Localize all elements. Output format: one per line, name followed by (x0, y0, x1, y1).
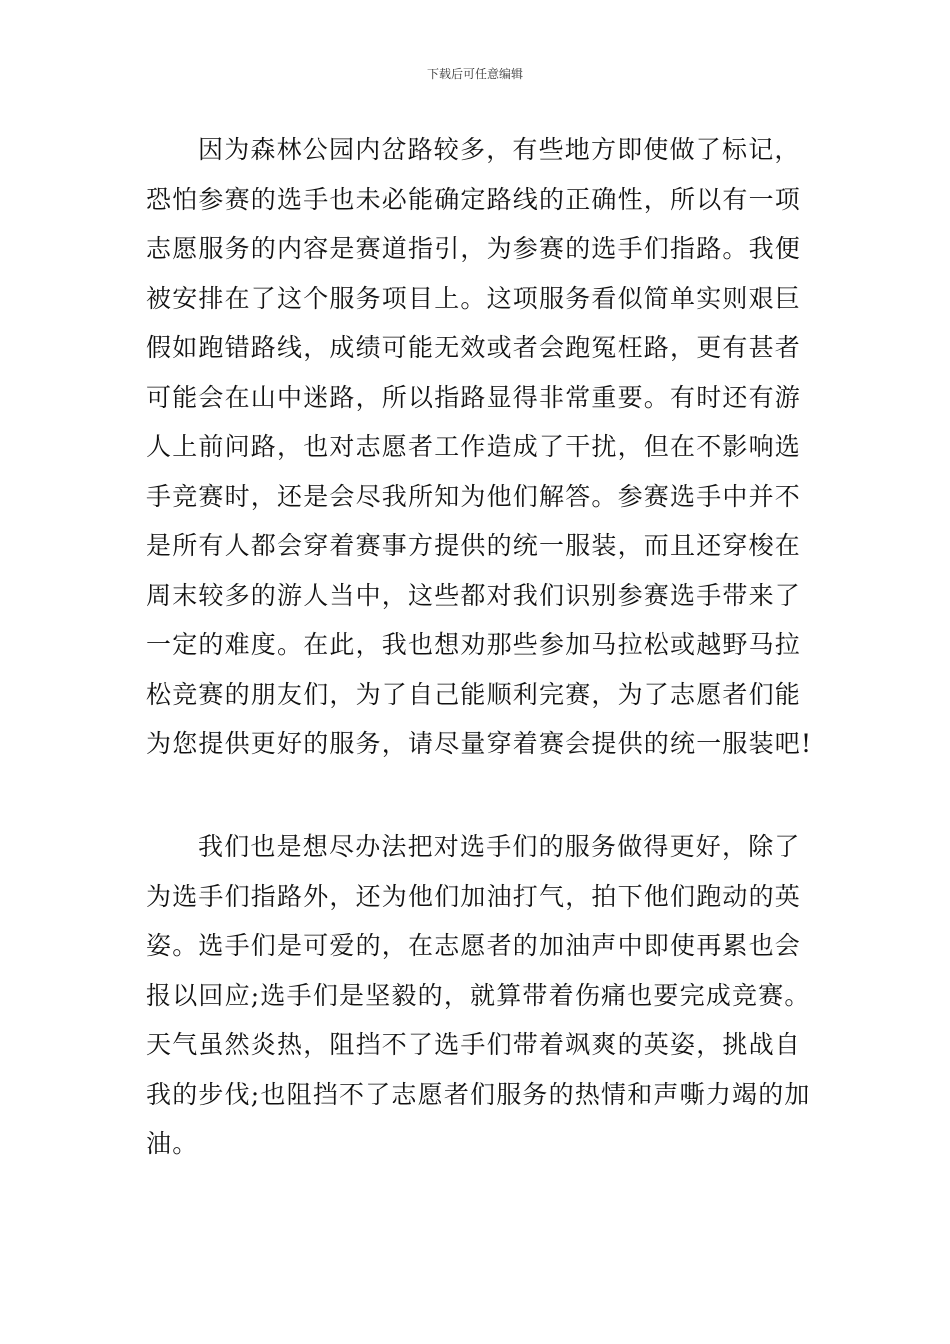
text-line: 可能会在山中迷路，所以指路显得非常重要。有时还有游 (146, 382, 802, 412)
header-note: 下载后可任意编辑 (426, 67, 523, 81)
text-line: 我们也是想尽办法把对选手们的服务做得更好，除了 (198, 832, 801, 861)
text-line: 一定的难度。在此，我也想劝那些参加马拉松或越野马拉 (146, 630, 802, 659)
text-line: 周末较多的游人当中，这些都对我们识别参赛选手带来了 (146, 580, 802, 610)
text-line: 我的步伐;也阻挡不了志愿者们服务的热情和声嘶力竭的加 (146, 1079, 811, 1109)
text-line: 手竞赛时，还是会尽我所知为他们解答。参赛选手中并不 (146, 481, 802, 511)
text-line: 天气虽然炎热，阻挡不了选手们带着飒爽的英姿，挑战自 (146, 1030, 802, 1059)
text-line: 被安排在了这个服务项目上。这项服务看似简单实则艰巨 (146, 283, 802, 313)
text-line: 松竞赛的朋友们，为了自己能顺利完赛，为了志愿者们能 (146, 679, 802, 709)
text-line: 人上前问路，也对志愿者工作造成了干扰，但在不影响选 (146, 432, 802, 461)
text-line: 因为森林公园内岔路较多，有些地方即使做了标记， (198, 135, 801, 164)
text-line: 志愿服务的内容是赛道指引，为参赛的选手们指路。我便 (146, 234, 802, 263)
text-line: 姿。选手们是可爱的，在志愿者的加油声中即使再累也会 (146, 931, 802, 960)
text-line: 油。 (146, 1129, 199, 1158)
paragraph-1 (146, 125, 813, 769)
text-line: 为您提供更好的服务，请尽量穿着赛会提供的统一服装吧! (146, 729, 813, 758)
text-line: 恐怕参赛的选手也未必能确定路线的正确性，所以有一项 (146, 184, 802, 214)
text-line: 报以回应;选手们是坚毅的，就算带着伤痛也要完成竞赛。 (146, 980, 811, 1010)
text-line: 假如跑错路线，成绩可能无效或者会跑冤枉路，更有甚者 (146, 333, 802, 362)
paragraph-2 (146, 822, 810, 1169)
text-line: 是所有人都会穿着赛事方提供的统一服装，而且还穿梭在 (146, 531, 802, 560)
text-line: 为选手们指路外，还为他们加油打气，拍下他们跑动的英 (146, 881, 802, 911)
